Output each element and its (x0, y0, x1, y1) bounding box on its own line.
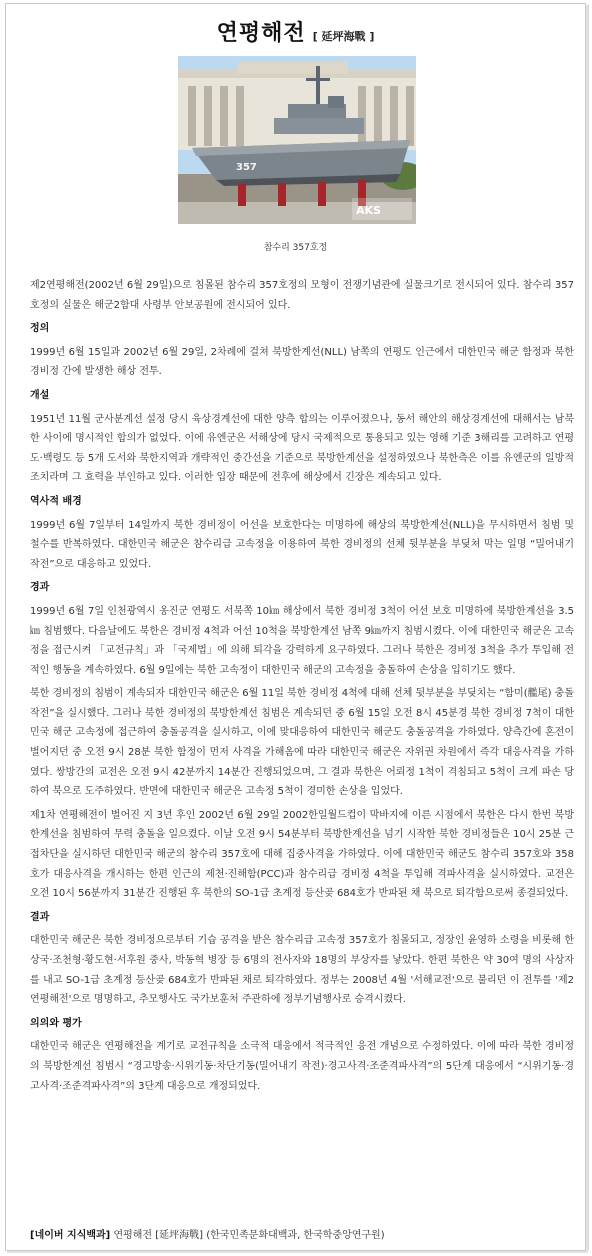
page-title: 연평해전 (216, 21, 306, 46)
title-row (6, 16, 585, 47)
section-heading-result: 결과 (30, 911, 50, 923)
source-tag: [네이버 지식백과] (30, 1230, 111, 1241)
figure-caption: 참수리 357호정 (263, 243, 328, 253)
section-heading-background: 역사적 배경 (30, 495, 82, 507)
hull-number: 357 (236, 162, 257, 173)
ship-illustration (178, 56, 416, 224)
ship-photo (178, 56, 416, 224)
section-paragraph: 대한민국 해군은 연평해전을 계기로 교전규칙을 소극적 대응에서 적극적인 응전 개념으로 수정하였다. 이에 따라 북한 경비정의 북방한계선 침범시 “경고방송·시위기동·차단기동(밀어내기 작전)·경고사격·조준격파사격”의 5단계 대응에서 “시위기동·경고사격·조준격파사격”의 3단계 대응으로 개정되었다. (30, 1041, 574, 1092)
document-page (5, 3, 586, 1251)
section-paragraph: 1999년 6월 7일부터 14일까지 북한 경비정이 어선을 보호한다는 미명하에 해상의 북방한계선(NLL)을 무시하면서 침범 및 철수를 반복하였다. 대한민국 해군은 참수리급 고속정을 이용하여 북한 경비정의 선체 뒷부분을 부딪쳐 막는 일명 “밀어내기 작전”으로 대응하고 있었다. (30, 519, 574, 570)
logo-mark: AKS (356, 204, 381, 217)
section-paragraph: 1999년 6월 15일과 2002년 6월 29일, 2차례에 걸쳐 북방한계선(NLL) 남쪽의 연평도 인근에서 대한민국 해군 함정과 북한 경비정 간에 발생한 해상 전투. (30, 346, 574, 378)
section-heading-definition: 정의 (30, 323, 50, 335)
section-paragraph: 북한 경비정의 침범이 계속되자 대한민국 해군은 6월 11일 북한 경비정 4척에 대해 선체 뒷부분을 부딪치는 “함미(艦尾) 충돌작전”을 실시했다. 그러나 북한 경비정의 북방한계선 침범은 계속되던 중 6월 15일 오전 8시 45분경 북한 경비정 7척이 대한민국 해군 고속정에 접근하여 충돌공격을 실시하고, 이에 맞대응하여 대한민국 해군도 충돌공격을 가하였다. 양측간에 혼전이 벌어지던 중 오전 9시 28분 북한 함정이 먼저 사격을 가해옴에 따라 대한민국 해군은 자위권 차원에서 즉각 대응사격을 가하였다. 쌍방간의 교전은 오전 9시 42분까지 14분간 진행되었으며, 그 결과 북한은 어뢰정 1척이 격침되고 5척이 크게 파손 당하여 북으로 도주하였다. 반면에 대한민국 해군은 고속정 5척이 경미한 손상을 입었다. (30, 688, 574, 798)
intro-paragraph: 제2연평해전(2002년 6월 29일)으로 침몰된 참수리 357호정의 모형이 전쟁기념관에 실물크기로 전시되어 있다. 참수리 357호정의 실물은 해군2함대 사령부 안보공원에 전시되어 있다. (30, 280, 574, 311)
section-paragraph: 1951년 11월 군사분계선 설정 당시 육상경계선에 대한 양측 합의는 이루어졌으나, 동서 해안의 해상경계선에 대해서는 남북한 사이에 명시적인 합의가 없었다. 이에 유엔군은 서해상에 당시 국제적으로 통용되고 있는 영해 기준 3해리를 고려하고 연평도·백령도 등 5개 도서와 북한지역과 개략적인 중간선을 기준으로 북방한계선을 설정하였으나 북한측은 이를 유엔군의 일방적 조치라며 그 효력을 부인하고 있다. 이러한 입장 때문에 전후에 해상에서 긴장은 계속되고 있다. (30, 413, 574, 484)
section-heading-significance: 의의와 평가 (30, 1017, 82, 1029)
section-paragraph: 제1차 연평해전이 벌어진 지 3년 후인 2002년 6월 29일 2002한일월드컵이 막바지에 이른 시점에서 북한은 다시 한번 북방한계선을 침범하여 무력 충돌을 일으켰다. 이날 오전 9시 54분부터 북방한계선을 넘기 시작한 북한 경비정들은 10시 25분 근접차단을 실시하던 대한민국 해군의 참수리 357호에 대해 집중사격을 가하였다. 이에 대한민국 해군도 참수리 357호와 358호가 대응사격을 개시하는 한편 인근의 제천·진해함(PCC)과 참수리급 경비정 4척을 투입해 격파사격을 실시하였다. 교전은 오전 10시 56분까지 31분간 진행된 후 북한의 SO-1급 초계정 등산곶 684호가 반파된 채 북으로 퇴각함으로써 종결되었다. (30, 809, 574, 900)
section-heading-overview: 개설 (30, 389, 50, 401)
section-heading-progress: 경과 (30, 582, 50, 594)
source-text: 연평해전 [延坪海戰] (한국민족문화대백과, 한국학중앙연구원) (113, 1230, 385, 1241)
section-paragraph: 대한민국 해군은 북한 경비정으로부터 기습 공격을 받은 참수리급 고속정 357호가 침몰되고, 정장인 윤영하 소령을 비롯해 한상국·조천형·황도현·서후원 중사, 박동혁 병장 등 6명의 전사자와 18명의 부상자를 낳았다. 한편 북한은 약 30여 명의 사상자를 내고 SO-1급 초계정 등산곶 684호가 반파된 채로 퇴각하였다. 정부는 2008년 4월 '서해교전'으로 불리던 이 전투를 '제2연평해전'으로 명명하고, 추모행사도 국가보훈처 주관하에 정부기념행사로 승격시켰다. (30, 935, 574, 1006)
source-citation (30, 1226, 385, 1241)
article-body (30, 276, 574, 1100)
title-hanja: [ 延坪海戰 ] (312, 30, 375, 43)
section-paragraph: 1999년 6월 7일 인천광역시 옹진군 연평도 서북쪽 10㎞ 해상에서 북한 경비정 3척이 어선 보호 미명하에 북방한계선을 3.5㎞ 침범했다. 다음날에도 북한은 경비정 4척과 어선 10척을 북방한계선 남쪽 9㎞까지 침범시켰다. 이에 대한민국 해군은 고속정을 접근시켜 「교전규칙」과 「국제법」에 의해 퇴각을 강력하게 요구하였다. 그러나 북한은 경비정 3척을 추가 투입해 전적인 행동을 계속하였다. 6월 9일에는 북한 고속정이 대한민국 해군의 고속정을 충돌하여 손상을 입히기도 했다. (30, 605, 574, 676)
